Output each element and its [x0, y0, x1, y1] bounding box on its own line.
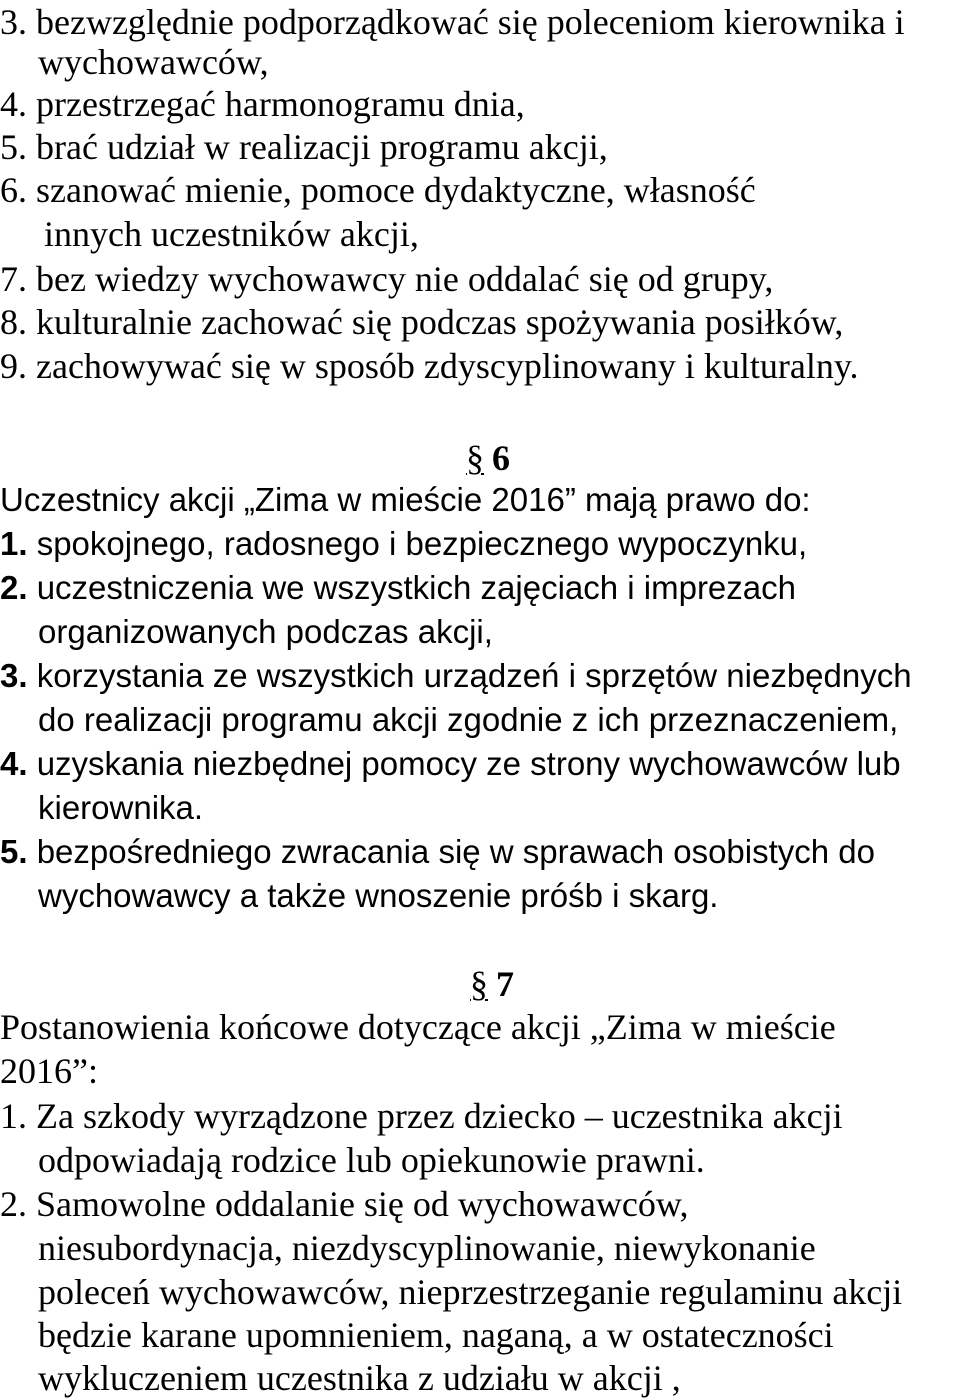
- list-item: [0, 522, 807, 566]
- item-number: 9.: [0, 346, 27, 386]
- list-item: [0, 82, 525, 126]
- item-text: bez wiedzy wychowawcy nie oddalać się od grupy,: [36, 259, 774, 299]
- item-number: 3.: [0, 2, 27, 42]
- list-item: [0, 1094, 843, 1138]
- item-text-continuation: poleceń wychowawców, nieprzestrzeganie regulaminu akcji: [38, 1272, 903, 1312]
- item-number: 6.: [0, 170, 27, 210]
- list-item: [0, 566, 796, 610]
- list-item: [0, 168, 756, 212]
- section-intro-continuation: 2016”:: [0, 1051, 98, 1091]
- list-item: [0, 257, 773, 301]
- section-symbol: §: [470, 964, 488, 1004]
- item-number: 7.: [0, 259, 27, 299]
- item-text: uzyskania niezbędnej pomocy ze strony wychowawców lub: [36, 745, 901, 782]
- list-item: [0, 344, 858, 388]
- section-7-heading: [470, 962, 514, 1006]
- item-text: spokojnego, radosnego i bezpiecznego wypoczynku,: [36, 525, 808, 562]
- item-text: korzystania ze wszystkich urządzeń i sprzętów niezbędnych: [36, 657, 912, 694]
- item-text-continuation: organizowanych podczas akcji,: [38, 613, 493, 650]
- item-text-continuation: będzie karane upomnieniem, naganą, a w ostateczności: [38, 1315, 834, 1355]
- item-text: brać udział w realizacji programu akcji,: [36, 127, 608, 167]
- item-number: 2.: [0, 1184, 27, 1224]
- item-text-continuation: do realizacji programu akcji zgodnie z ich przeznaczeniem,: [38, 701, 899, 738]
- list-item: [0, 1182, 689, 1226]
- section-number: 6: [492, 438, 510, 478]
- item-text: bezwzględnie podporządkować się poleceniom kierownika i: [36, 2, 905, 42]
- list-item: [0, 0, 905, 44]
- item-text: uczestniczenia we wszystkich zajęciach i imprezach: [36, 569, 796, 606]
- item-text-continuation: innych uczestników akcji,: [44, 214, 419, 254]
- list-item: [0, 125, 608, 169]
- item-text: Za szkody wyrządzone przez dziecko – uczestnika akcji: [36, 1096, 843, 1136]
- section-number: 7: [496, 964, 514, 1004]
- item-text-continuation: wykluczeniem uczestnika z udziału w akcji ,: [38, 1358, 681, 1398]
- list-item: [0, 830, 875, 874]
- item-number: 3.: [0, 657, 28, 694]
- section-symbol: §: [466, 438, 484, 478]
- item-text-continuation: niesubordynacja, niezdyscyplinowanie, niewykonanie: [38, 1228, 816, 1268]
- item-number: 1.: [0, 525, 28, 562]
- item-number: 8.: [0, 302, 27, 342]
- list-item: [0, 654, 912, 698]
- item-text: Samowolne oddalanie się od wychowawców,: [36, 1184, 689, 1224]
- item-text-continuation: odpowiadają rodzice lub opiekunowie prawni.: [38, 1140, 705, 1180]
- item-text: zachowywać się w sposób zdyscyplinowany i kulturalny.: [36, 346, 859, 386]
- item-text: szanować mienie, pomoce dydaktyczne, własność: [36, 170, 756, 210]
- item-number: 5.: [0, 127, 27, 167]
- item-text-continuation: kierownika.: [38, 789, 204, 826]
- section-6-heading: [466, 436, 510, 480]
- list-item: [0, 300, 843, 344]
- item-number: 4.: [0, 745, 28, 782]
- item-text: przestrzegać harmonogramu dnia,: [36, 84, 525, 124]
- list-item: [0, 742, 901, 786]
- section-intro: Postanowienia końcowe dotyczące akcji „Zima w mieście: [0, 1007, 836, 1047]
- item-text: bezpośredniego zwracania się w sprawach osobistych do: [36, 833, 875, 870]
- section-intro: Uczestnicy akcji „Zima w mieście 2016” mają prawo do:: [0, 481, 811, 518]
- item-text: kulturalnie zachować się podczas spożywania posiłków,: [36, 302, 844, 342]
- item-number: 2.: [0, 569, 28, 606]
- item-number: 4.: [0, 84, 27, 124]
- item-number: 5.: [0, 833, 28, 870]
- item-number: 1.: [0, 1096, 27, 1136]
- item-text-continuation: wychowawcy a także wnoszenie próśb i skarg.: [38, 877, 719, 914]
- item-text-continuation: wychowawców,: [38, 42, 269, 82]
